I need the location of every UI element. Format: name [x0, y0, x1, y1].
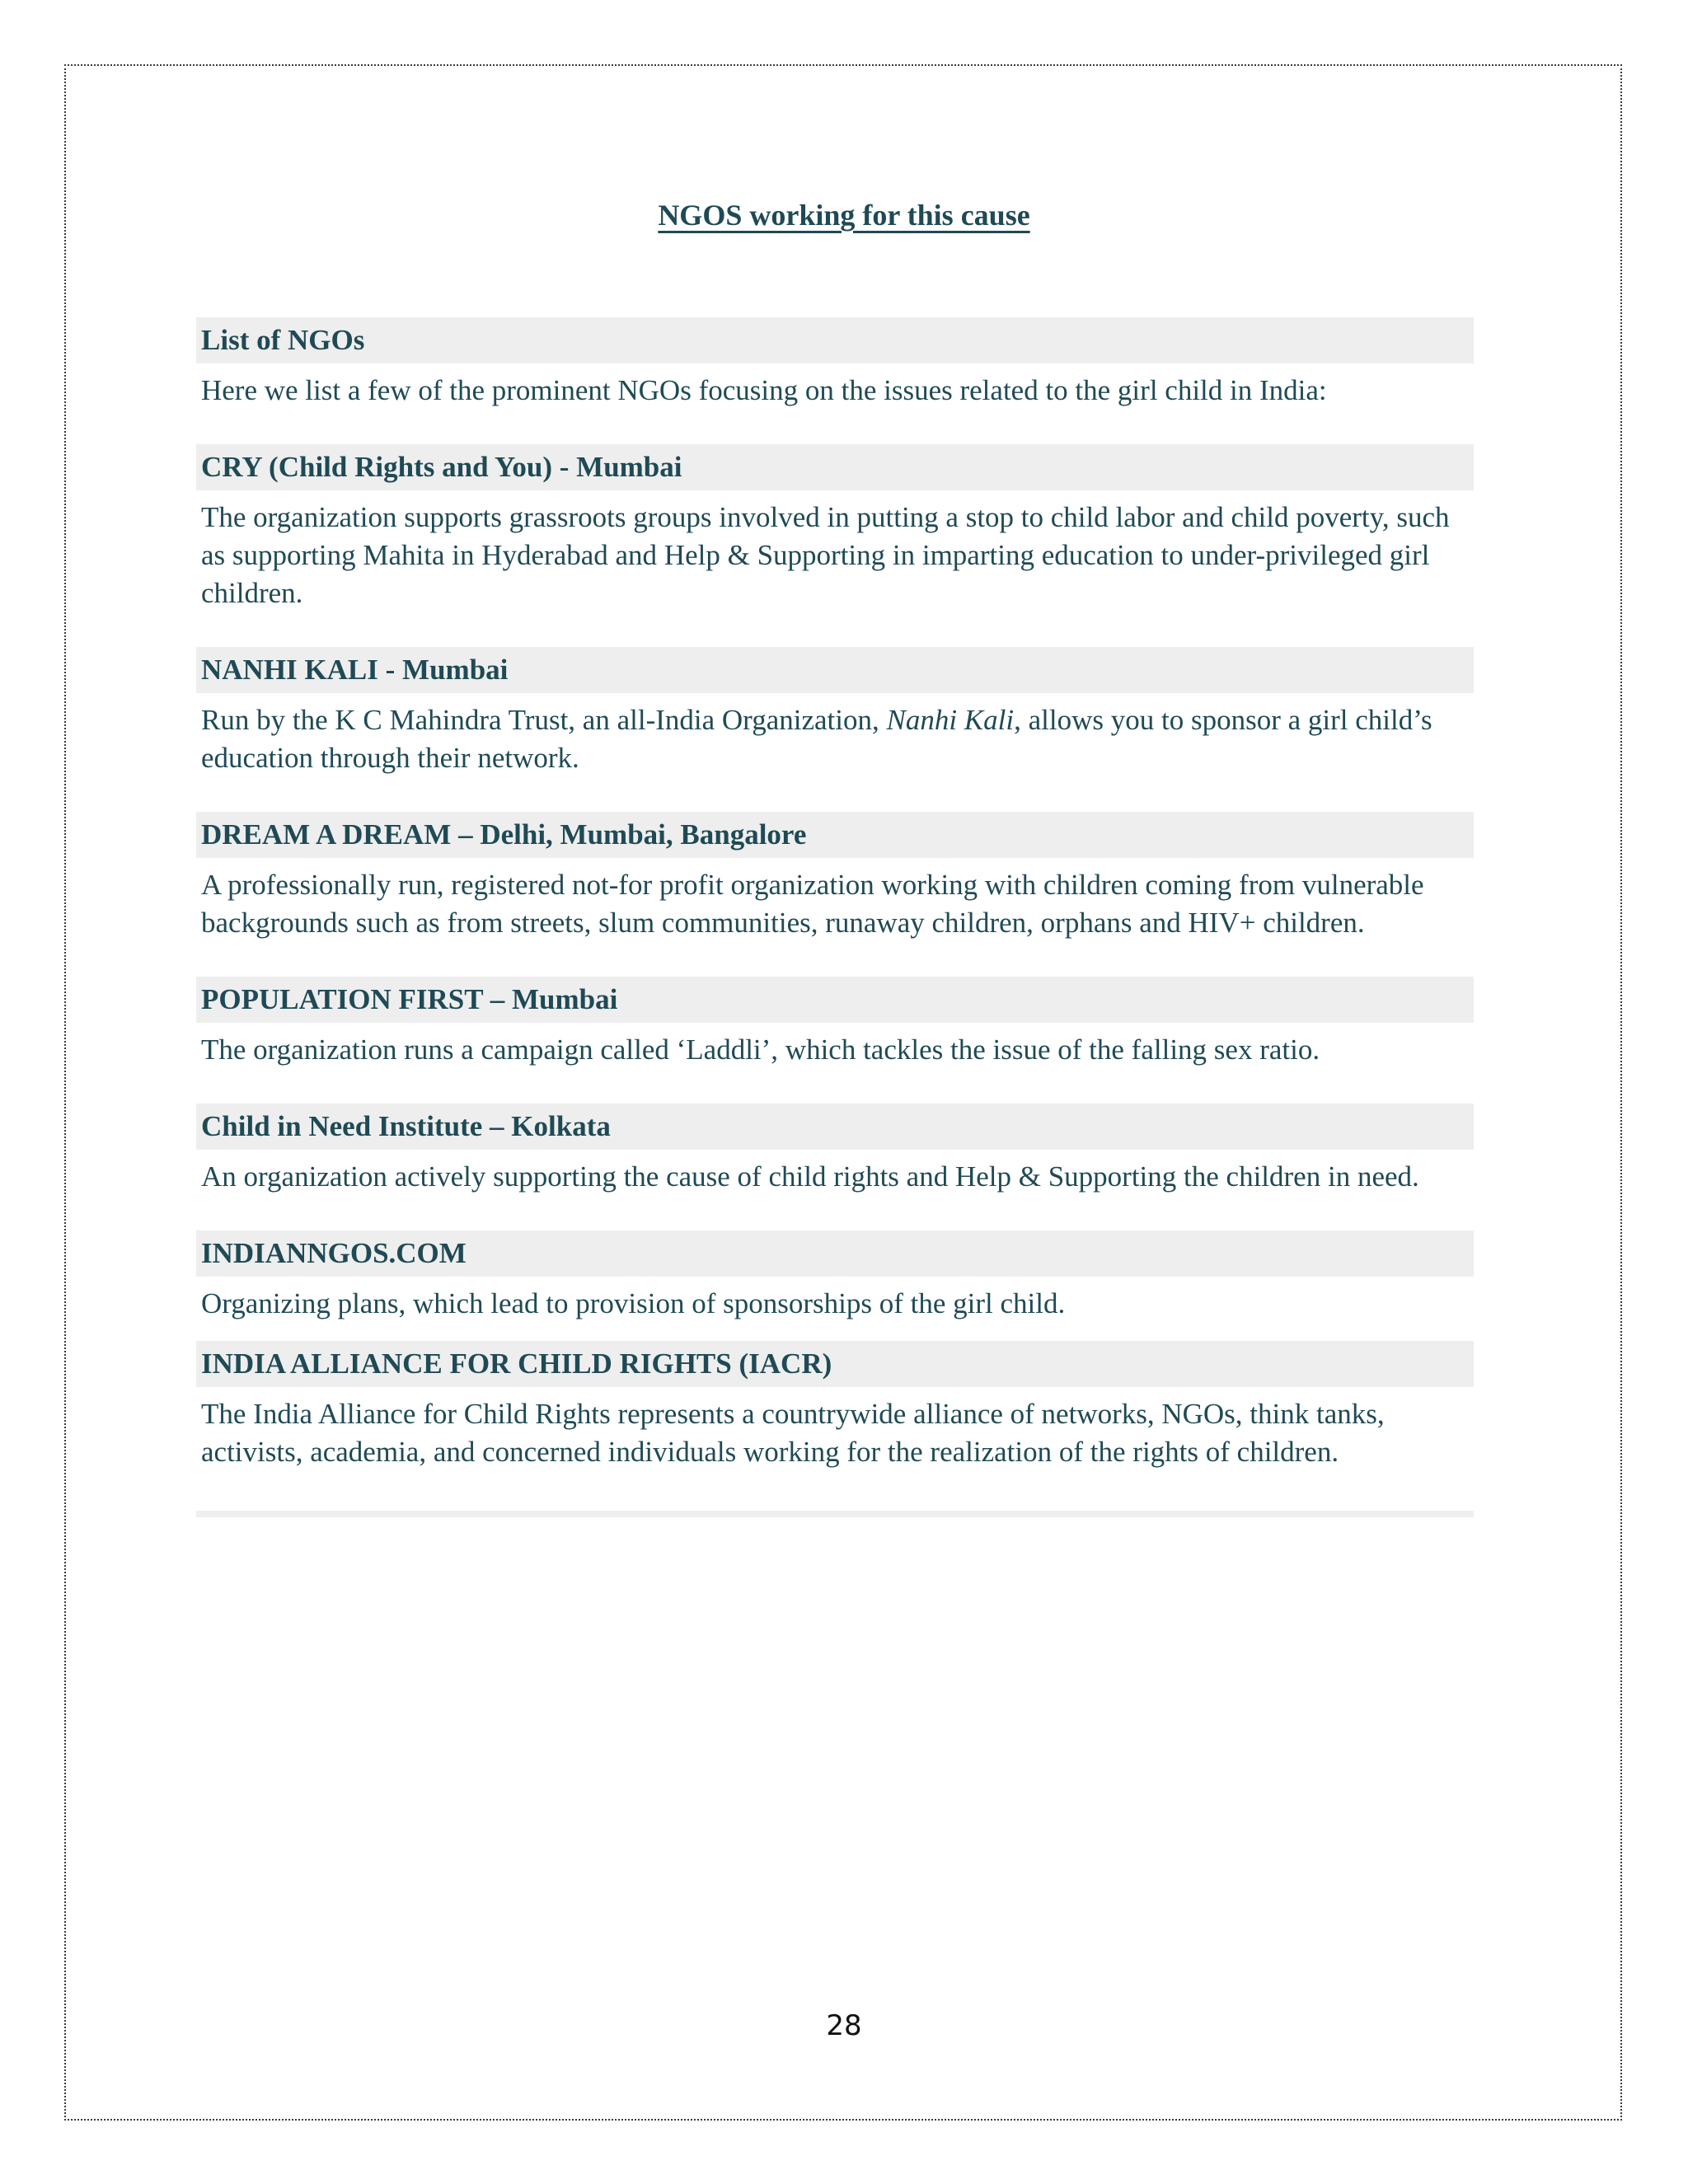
section-heading: List of NGOs [196, 317, 1474, 363]
page-title-text: NGOS working for this cause [658, 199, 1030, 232]
section-indianngos [196, 1230, 1474, 1323]
page-title [0, 198, 1688, 232]
section-cry [196, 444, 1474, 612]
section-child-in-need-institute [196, 1104, 1474, 1196]
body-emphasis: Nanhi Kali [886, 704, 1015, 736]
body-text: , allows you to sponsor a girl child’s education through their network. [201, 704, 1432, 774]
section-body: A professionally run, registered not-for profit organization working with children coming from vulnerable backgrounds such as from streets, slum communities, runaway children, orphans and HIV+ children. [201, 869, 1424, 939]
closing-divider [196, 1511, 1474, 1517]
page-number: 28 [826, 2009, 862, 2042]
section-body: The organization runs a campaign called ‘Laddli’, which tackles the issue of the falling sex ratio. [201, 1033, 1320, 1066]
section-heading: INDIA ALLIANCE FOR CHILD RIGHTS (IACR) [196, 1341, 1474, 1387]
section-population-first [196, 977, 1474, 1069]
section-dream-a-dream [196, 812, 1474, 942]
section-body: An organization actively supporting the cause of child rights and Help & Supporting the children in need. [201, 1160, 1419, 1193]
section-body: The organization supports grassroots groups involved in putting a stop to child labor and child poverty, such as supporting Mahita in Hyderabad and Help & Supporting in imparting education to under-privileged girl children. [201, 501, 1450, 609]
section-heading: NANHI KALI - Mumbai [196, 647, 1474, 693]
section-heading: POPULATION FIRST – Mumbai [196, 977, 1474, 1023]
section-body: Here we list a few of the prominent NGOs focusing on the issues related to the girl child in India: [201, 374, 1327, 406]
section-body: Organizing plans, which lead to provision of sponsorships of the girl child. [201, 1287, 1066, 1319]
section-nanhi-kali [196, 647, 1474, 777]
ngo-list [196, 317, 1474, 1517]
section-heading: Child in Need Institute – Kolkata [196, 1104, 1474, 1150]
section-body [196, 693, 1474, 777]
body-text: Run by the K C Mahindra Trust, an all-India Organization, [201, 704, 887, 736]
section-heading: DREAM A DREAM – Delhi, Mumbai, Bangalore [196, 812, 1474, 858]
section-list-of-ngos [196, 317, 1474, 410]
section-body: The India Alliance for Child Rights represents a countrywide alliance of networks, NGOs, think tanks, activists, academia, and concerned individuals working for the realization of the rights of children. [201, 1398, 1385, 1468]
section-heading: INDIANNGOS.COM [196, 1230, 1474, 1277]
section-heading: CRY (Child Rights and You) - Mumbai [196, 444, 1474, 490]
section-iacr [196, 1341, 1474, 1471]
